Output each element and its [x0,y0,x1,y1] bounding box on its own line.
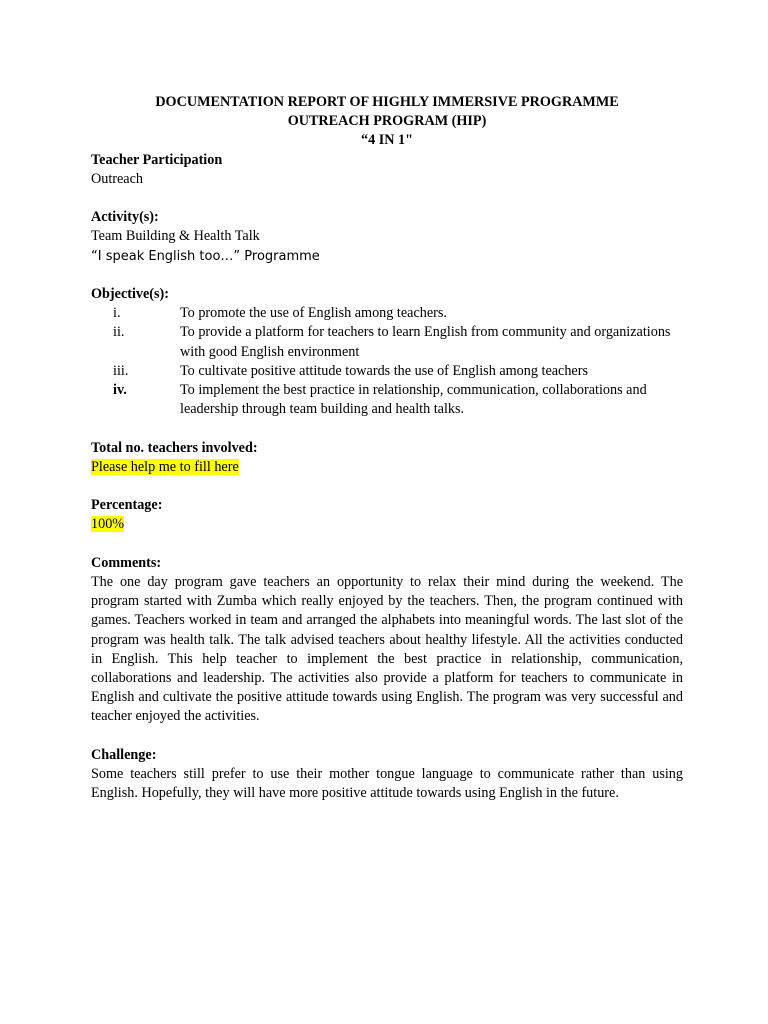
title-line-1: DOCUMENTATION REPORT OF HIGHLY IMMERSIVE PROGRAMME [155,94,619,110]
objective-number: iii. [113,362,129,379]
objective-item-3 [91,362,683,381]
comments-heading: Comments: [91,554,162,571]
activities-heading: Activity(s): [91,209,159,226]
objective-text: To implement the best practice in relationship, communication, collaborations and leadership through team building and health talks. [180,382,647,418]
total-value: Please help me to fill here [91,458,239,475]
title-line-2: OUTREACH PROGRAM (HIP) [287,113,487,130]
objective-text: To promote the use of English among teachers. [180,305,447,322]
total-value-line [91,458,683,477]
challenge-heading: Challenge: [91,746,157,763]
objective-item-2 [91,323,683,361]
percentage-value: 100% [91,516,125,533]
activity-item-2: “I speak English too…” Programme [91,248,320,264]
objective-item-4 [91,381,683,419]
percentage-value-line [91,515,683,534]
percentage-heading: Percentage: [91,497,163,514]
challenge-text: Some teachers still prefer to use their mother tongue language to communicate rather than using English. Hopefully, they will have more positive attitude towards using English in the future. [91,766,683,802]
objective-text: To cultivate positive attitude towards the use of English among teachers [180,362,588,379]
objective-item-1 [91,304,683,323]
document-page [91,93,683,803]
objective-text: To provide a platform for teachers to learn English from community and organizations with good English environment [180,324,671,360]
objective-number: ii. [113,324,125,341]
participation-value: Outreach [91,170,143,187]
objective-number: i. [113,305,121,322]
participation-heading: Teacher Participation [91,151,223,168]
comments-text: The one day program gave teachers an opportunity to relax their mind during the weekend. The program started with Zumba which really enjoyed by the teachers. Then, the program continued with games. Teachers worked in team and arranged the alphabets into meaningful words. The last slot of the program was health talk. The talk advised teachers about healthy lifestyle. All the activities conducted in English. This help teacher to implement the best practice in relationship, communication, collaborations and leadership. The activities also provide a platform for teachers to communicate in English and cultivate the positive attitude towards using English. The program was very successful and teacher enjoyed the activities. [91,574,683,725]
objective-number: iv. [113,382,127,399]
activity-item-1: Team Building & Health Talk [91,228,260,245]
objectives-heading: Objective(s): [91,286,169,302]
total-heading: Total no. teachers involved: [91,439,258,456]
title-line-3: “4 IN 1" [360,132,414,149]
